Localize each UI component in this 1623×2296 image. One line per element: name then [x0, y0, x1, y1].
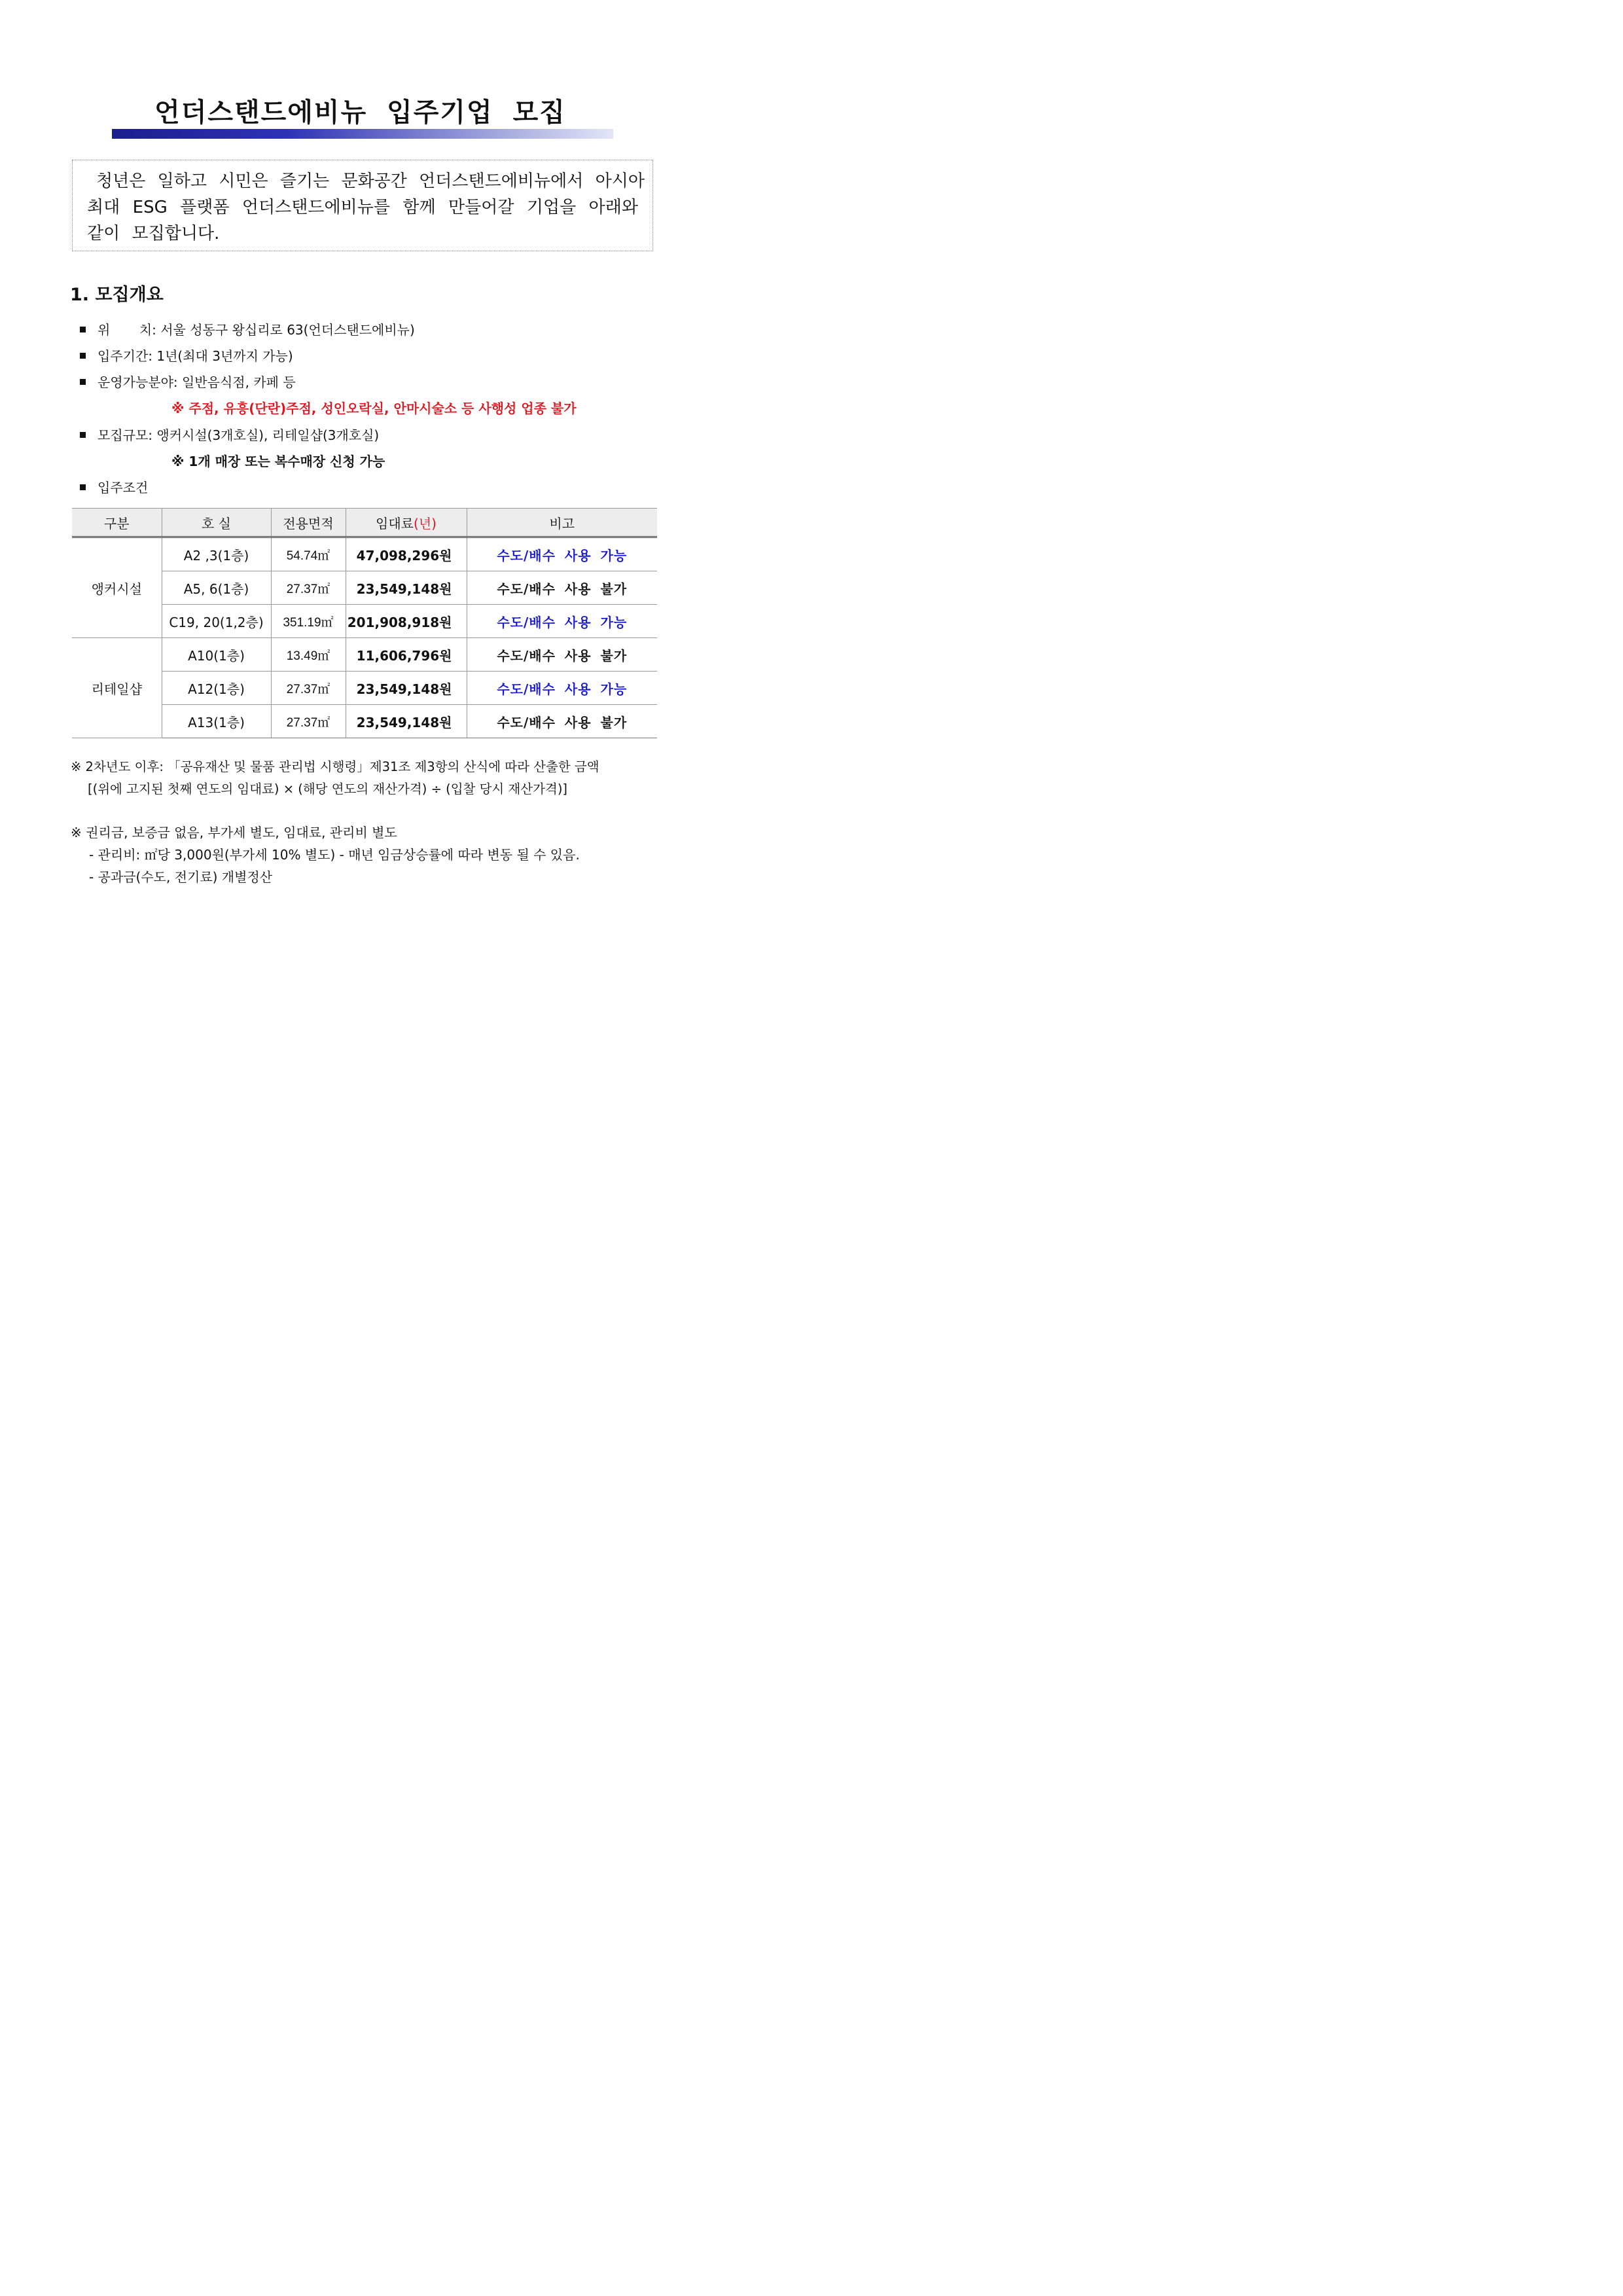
header-area: 전용면적	[271, 509, 346, 537]
area-cell: 351.19㎡	[271, 605, 346, 638]
bullet-conditions	[80, 477, 148, 496]
rental-table	[72, 508, 657, 738]
area-cell: 27.37㎡	[271, 705, 346, 738]
intro-box	[72, 160, 653, 251]
remark-cell: 수도/배수 사용 가능	[467, 605, 657, 638]
rent-cell: 23,549,148원	[346, 705, 467, 738]
remark-cell: 수도/배수 사용 가능	[467, 672, 657, 705]
rent-cell: 23,549,148원	[346, 571, 467, 605]
intro-line: 청년은 일하고 시민은 즐기는 문화공간 언더스탠드에비뉴에서 아시아	[96, 171, 645, 191]
bullet-text: 위 치: 서울 성동구 왕십리로 63(언더스탠드에비뉴)	[98, 322, 415, 338]
room-cell: A13(1층)	[162, 705, 271, 738]
area-cell: 13.49㎡	[271, 638, 346, 672]
section-heading: 1. 모집개요	[70, 285, 164, 305]
remark-cell: 수도/배수 사용 불가	[467, 638, 657, 672]
header-remarks: 비고	[467, 509, 657, 537]
bullet-business-type	[80, 372, 296, 391]
bullet-scale	[80, 425, 379, 444]
rent-cell: 201,908,918원	[346, 605, 467, 638]
table-header-row	[72, 509, 657, 537]
group-cell: 리테일샵	[72, 638, 162, 738]
multi-store-note: ※ 1개 매장 또는 복수매장 신청 가능	[171, 454, 385, 469]
footnote-formula-detail: [(위에 고지된 첫째 연도의 임대료) × (해당 연도의 재산가격) ÷ (입찰 당시 재산가격)]	[88, 781, 568, 797]
room-cell: A2 ,3(1층)	[162, 537, 271, 571]
area-cell: 27.37㎡	[271, 571, 346, 605]
rent-cell: 11,606,796원	[346, 638, 467, 672]
table-row	[72, 537, 657, 571]
rent-cell: 47,098,296원	[346, 537, 467, 571]
header-rent: 임대료(년)	[346, 509, 467, 537]
square-bullet-icon	[80, 327, 86, 332]
remark-cell: 수도/배수 사용 불가	[467, 705, 657, 738]
area-cell: 54.74㎡	[271, 537, 346, 571]
group-cell: 앵커시설	[72, 537, 162, 638]
rent-cell: 23,549,148원	[346, 672, 467, 705]
square-bullet-icon	[80, 484, 86, 490]
header-room: 호 실	[162, 509, 271, 537]
remark-cell: 수도/배수 사용 불가	[467, 571, 657, 605]
area-cell: 27.37㎡	[271, 672, 346, 705]
title-underline-bar	[112, 129, 613, 139]
square-bullet-icon	[80, 379, 86, 385]
page-title: 언더스탠드에비뉴 입주기업 모집	[154, 98, 566, 128]
remark-cell: 수도/배수 사용 가능	[467, 537, 657, 571]
table-row	[72, 638, 657, 672]
footnote-rent-formula: ※ 2차년도 이후: 「공유재산 및 물품 관리법 시행령」제31조 제3항의 산식에 따라 산출한 금액	[71, 759, 599, 774]
bullet-text: 입주조건	[98, 480, 149, 495]
room-cell: A12(1층)	[162, 672, 271, 705]
room-cell: A10(1층)	[162, 638, 271, 672]
header-category: 구분	[72, 509, 162, 537]
bullet-text: 운영가능분야: 일반음식점, 카페 등	[98, 374, 296, 390]
square-bullet-icon	[80, 432, 86, 438]
bullet-text: 모집규모: 앵커시설(3개호실), 리테일샵(3개호실)	[98, 427, 380, 443]
restriction-note: ※ 주점, 유흥(단란)주점, 성인오락실, 안마시술소 등 사행성 업종 불가	[171, 401, 577, 416]
bullet-location	[80, 319, 415, 338]
intro-line: 최대 ESG 플랫폼 언더스탠드에비뉴를 함께 만들어갈 기업을 아래와	[87, 198, 638, 217]
room-cell: A5, 6(1층)	[162, 571, 271, 605]
intro-line: 같이 모집합니다.	[87, 224, 220, 243]
square-bullet-icon	[80, 353, 86, 359]
footnote-utilities: - 공과금(수도, 전기료) 개별정산	[89, 869, 273, 885]
footnote-management-fee: - 관리비: ㎡당 3,000원(부가세 10% 별도) - 매년 임금상승률에 따라 변동 될 수 있음.	[89, 847, 580, 863]
bullet-text: 입주기간: 1년(최대 3년까지 가능)	[98, 348, 293, 364]
room-cell: C19, 20(1,2층)	[162, 605, 271, 638]
bullet-period	[80, 346, 293, 365]
footnote-fees: ※ 권리금, 보증금 없음, 부가세 별도, 임대료, 관리비 별도	[71, 825, 397, 840]
